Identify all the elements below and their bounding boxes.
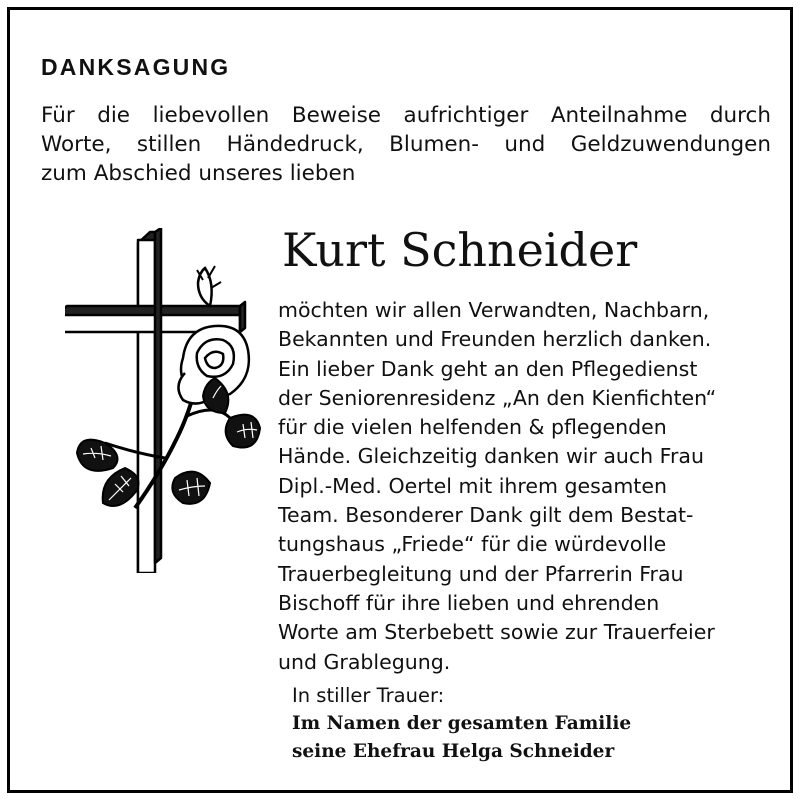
body-line: und Grablegung. — [278, 649, 451, 674]
thanks-paragraph — [278, 296, 778, 677]
body-line: Team. Besonderer Dank gilt dem Bestat- — [278, 503, 694, 528]
signature-line: Im Namen der gesamten Familie — [292, 713, 632, 734]
cross-with-rose-icon — [65, 228, 265, 573]
body-line: möchten wir allen Verwandten, Nachbarn, — [278, 298, 710, 322]
body-line: tungshaus „Friede“ für die würdevolle — [278, 532, 667, 557]
body-line: der Seniorenresidenz „An den Kienfichten“ — [278, 385, 717, 410]
notice-heading: DANKSAGUNG — [41, 54, 231, 80]
closing-block — [292, 682, 772, 766]
body-line: Dipl.-Med. Oertel mit ihrem gesamten — [278, 473, 667, 498]
body-line: Ein lieber Dank geht an den Pflegedienst — [278, 356, 698, 381]
body-line: Worte am Sterbebett sowie zur Trauerfeier — [278, 620, 715, 645]
body-line: für die vielen helfenden & pflegenden — [278, 415, 667, 440]
intro-line: zum Abschied unseres lieben — [41, 161, 356, 186]
intro-line: Für die liebevollen Beweise aufrichtiger Anteilnahme durch — [41, 103, 771, 128]
body-line: Trauerbegleitung und der Pfarrerin Frau — [278, 561, 684, 586]
closing-intro: In stiller Trauer: — [292, 684, 445, 707]
intro-line: Worte, stillen Händedruck, Blumen- und Geldzuwendungen — [41, 132, 771, 157]
body-line: Bekannten und Freunden herzlich danken. — [278, 327, 712, 352]
signature-line: seine Ehefrau Helga Schneider — [292, 741, 615, 762]
body-line: Hände. Gleichzeitig danken wir auch Frau — [278, 444, 704, 469]
intro-paragraph — [41, 101, 771, 188]
deceased-name: Kurt Schneider — [282, 223, 638, 277]
obituary-notice — [7, 7, 793, 793]
body-line: Bischoff für ihre lieben und ehrenden — [278, 590, 660, 615]
